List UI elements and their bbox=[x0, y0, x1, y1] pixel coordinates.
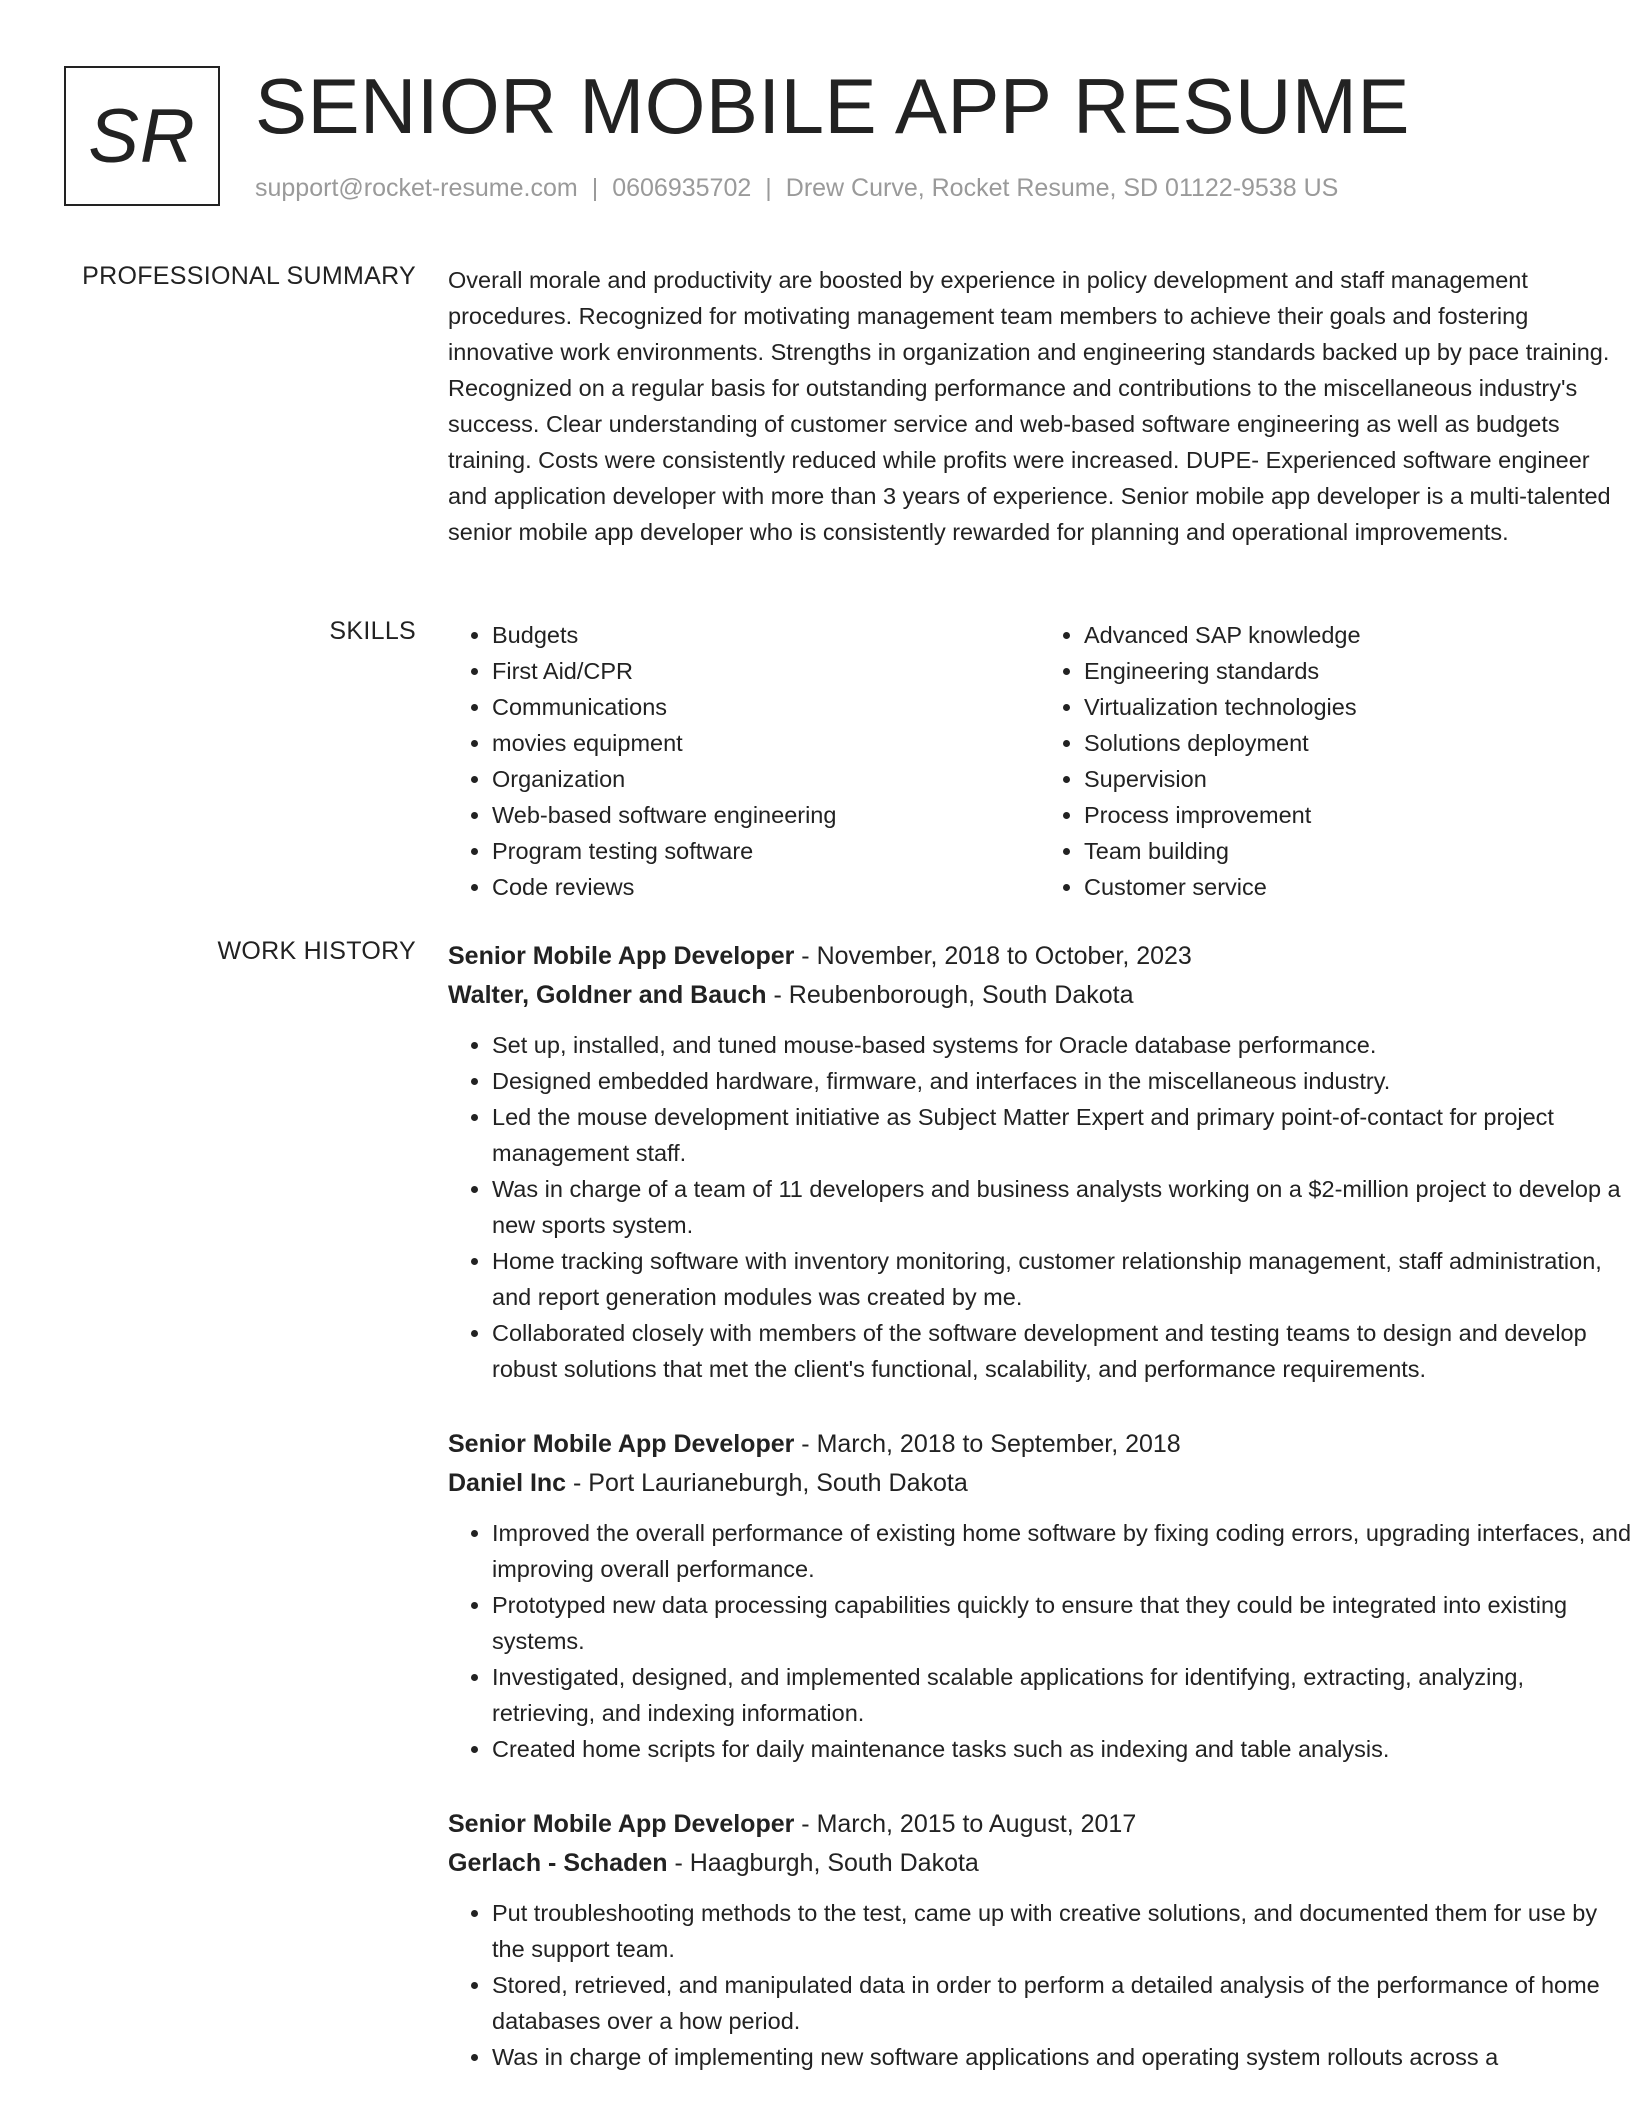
contact-phone: 0606935702 bbox=[612, 174, 752, 202]
job-bullet: • Set up, installed, and tuned mouse-based systems for Oracle database performance. bbox=[492, 1027, 1632, 1063]
resume-header bbox=[64, 62, 1568, 210]
job-company: Walter, Goldner and Bauch bbox=[448, 981, 767, 1009]
job-entry bbox=[448, 1425, 1632, 1767]
work-history-body bbox=[448, 937, 1632, 2113]
job-bullet: • Investigated, designed, and implemented scalable applications for identifying, extracting, analyzing, retrieving, and indexing information. bbox=[492, 1659, 1632, 1731]
job-role: Senior Mobile App Developer bbox=[448, 942, 795, 970]
job-entry bbox=[448, 937, 1632, 1387]
skill-item: • Code reviews bbox=[492, 869, 1040, 905]
skill-item: • Customer service bbox=[1084, 869, 1632, 905]
skills-body bbox=[448, 617, 1632, 905]
job-company: Daniel Inc bbox=[448, 1469, 567, 1497]
skill-item: • Team building bbox=[1084, 833, 1632, 869]
skills-list-left bbox=[448, 617, 1040, 905]
job-dates: - March, 2018 to September, 2018 bbox=[794, 1430, 1181, 1458]
job-role: Senior Mobile App Developer bbox=[448, 1430, 795, 1458]
job-bullet: • Collaborated closely with members of the software development and testing teams to design and develop robust solutions that met the client's functional, scalability, and performance requirements. bbox=[492, 1315, 1632, 1387]
job-dates: - November, 2018 to October, 2023 bbox=[794, 942, 1192, 970]
section-title-skills: SKILLS bbox=[329, 617, 416, 645]
skill-item: • Engineering standards bbox=[1084, 653, 1632, 689]
job-bullet: • Stored, retrieved, and manipulated data in order to perform a detailed analysis of the performance of home databases over a how period. bbox=[492, 1967, 1632, 2039]
summary-body bbox=[448, 262, 1632, 550]
job-company: Gerlach - Schaden bbox=[448, 1849, 668, 1877]
skill-item: • movies equipment bbox=[492, 725, 1040, 761]
job-bullets bbox=[448, 1515, 1632, 1767]
skill-item: • First Aid/CPR bbox=[492, 653, 1040, 689]
skill-item: • Process improvement bbox=[1084, 797, 1632, 833]
skill-item: • Supervision bbox=[1084, 761, 1632, 797]
job-location: - Haagburgh, South Dakota bbox=[667, 1849, 979, 1877]
job-bullet: • Put troubleshooting methods to the test, came up with creative solutions, and documented them for use by the support team. bbox=[492, 1895, 1632, 1967]
job-bullet: • Was in charge of implementing new software applications and operating system rollouts across a bbox=[492, 2039, 1632, 2075]
job-bullet: • Led the mouse development initiative as Subject Matter Expert and primary point-of-contact for project management staff. bbox=[492, 1099, 1632, 1171]
job-role: Senior Mobile App Developer bbox=[448, 1810, 795, 1838]
job-bullets bbox=[448, 1027, 1632, 1387]
section-title-work-history: WORK HISTORY bbox=[217, 937, 416, 965]
job-bullet: • Created home scripts for daily maintenance tasks such as indexing and table analysis. bbox=[492, 1731, 1632, 1767]
job-location: - Reubenborough, South Dakota bbox=[766, 981, 1134, 1009]
job-company-line bbox=[448, 1844, 1632, 1883]
job-bullet: • Prototyped new data processing capabilities quickly to ensure that they could be integrated into existing systems. bbox=[492, 1587, 1632, 1659]
job-bullet: • Designed embedded hardware, firmware, and interfaces in the miscellaneous industry. bbox=[492, 1063, 1632, 1099]
skill-item: • Organization bbox=[492, 761, 1040, 797]
skills-list-right bbox=[1040, 617, 1632, 905]
job-title-line bbox=[448, 1805, 1632, 1844]
job-company-line bbox=[448, 976, 1632, 1015]
job-bullet: • Home tracking software with inventory monitoring, customer relationship management, staff administration, and report generation modules was created by me. bbox=[492, 1243, 1632, 1315]
skill-item: • Solutions deployment bbox=[1084, 725, 1632, 761]
job-company-line bbox=[448, 1464, 1632, 1503]
section-title-summary: PROFESSIONAL SUMMARY bbox=[82, 262, 416, 290]
resume-title: SENIOR MOBILE APP RESUME bbox=[255, 62, 1410, 150]
job-dates: - March, 2015 to August, 2017 bbox=[794, 1810, 1137, 1838]
job-bullet: • Was in charge of a team of 11 developers and business analysts working on a $2-million project to develop a new sports system. bbox=[492, 1171, 1632, 1243]
skill-item: • Communications bbox=[492, 689, 1040, 725]
summary-text: Overall morale and productivity are boosted by experience in policy development and staff management procedures. Recognized for motivating management team members to achieve their goals and fostering innovative work environments. Strengths in organization and engineering standards backed up by pace training. Recognized on a regular basis for outstanding performance and contributions to the miscellaneous industry's success. Clear understanding of customer service and web-based software engineering as well as budgets training. Costs were consistently reduced while profits were increased. DUPE- Experienced software engineer and application developer with more than 3 years of experience. Senior mobile app developer is a multi-talented senior mobile app developer who is consistently rewarded for planning and operational improvements. bbox=[448, 267, 1611, 545]
contact-line bbox=[255, 174, 1338, 203]
contact-address: Drew Curve, Rocket Resume, SD 01122-9538 US bbox=[785, 174, 1339, 202]
skill-item: • Web-based software engineering bbox=[492, 797, 1040, 833]
skill-item: • Program testing software bbox=[492, 833, 1040, 869]
contact-email: support@rocket-resume.com bbox=[255, 174, 578, 202]
contact-separator: | bbox=[765, 174, 772, 202]
job-title-line bbox=[448, 937, 1632, 976]
skill-item: • Budgets bbox=[492, 617, 1040, 653]
job-bullet: • Improved the overall performance of existing home software by fixing coding errors, upgrading interfaces, and improving overall performance. bbox=[492, 1515, 1632, 1587]
job-location: - Port Laurianeburgh, South Dakota bbox=[566, 1469, 968, 1497]
job-title-line bbox=[448, 1425, 1632, 1464]
skills-grid bbox=[448, 617, 1632, 905]
contact-separator: | bbox=[591, 174, 599, 202]
job-bullets bbox=[448, 1895, 1632, 2075]
monogram-badge: SR bbox=[64, 66, 220, 206]
skill-item: • Advanced SAP knowledge bbox=[1084, 617, 1632, 653]
skill-item: • Virtualization technologies bbox=[1084, 689, 1632, 725]
job-entry bbox=[448, 1805, 1632, 2075]
